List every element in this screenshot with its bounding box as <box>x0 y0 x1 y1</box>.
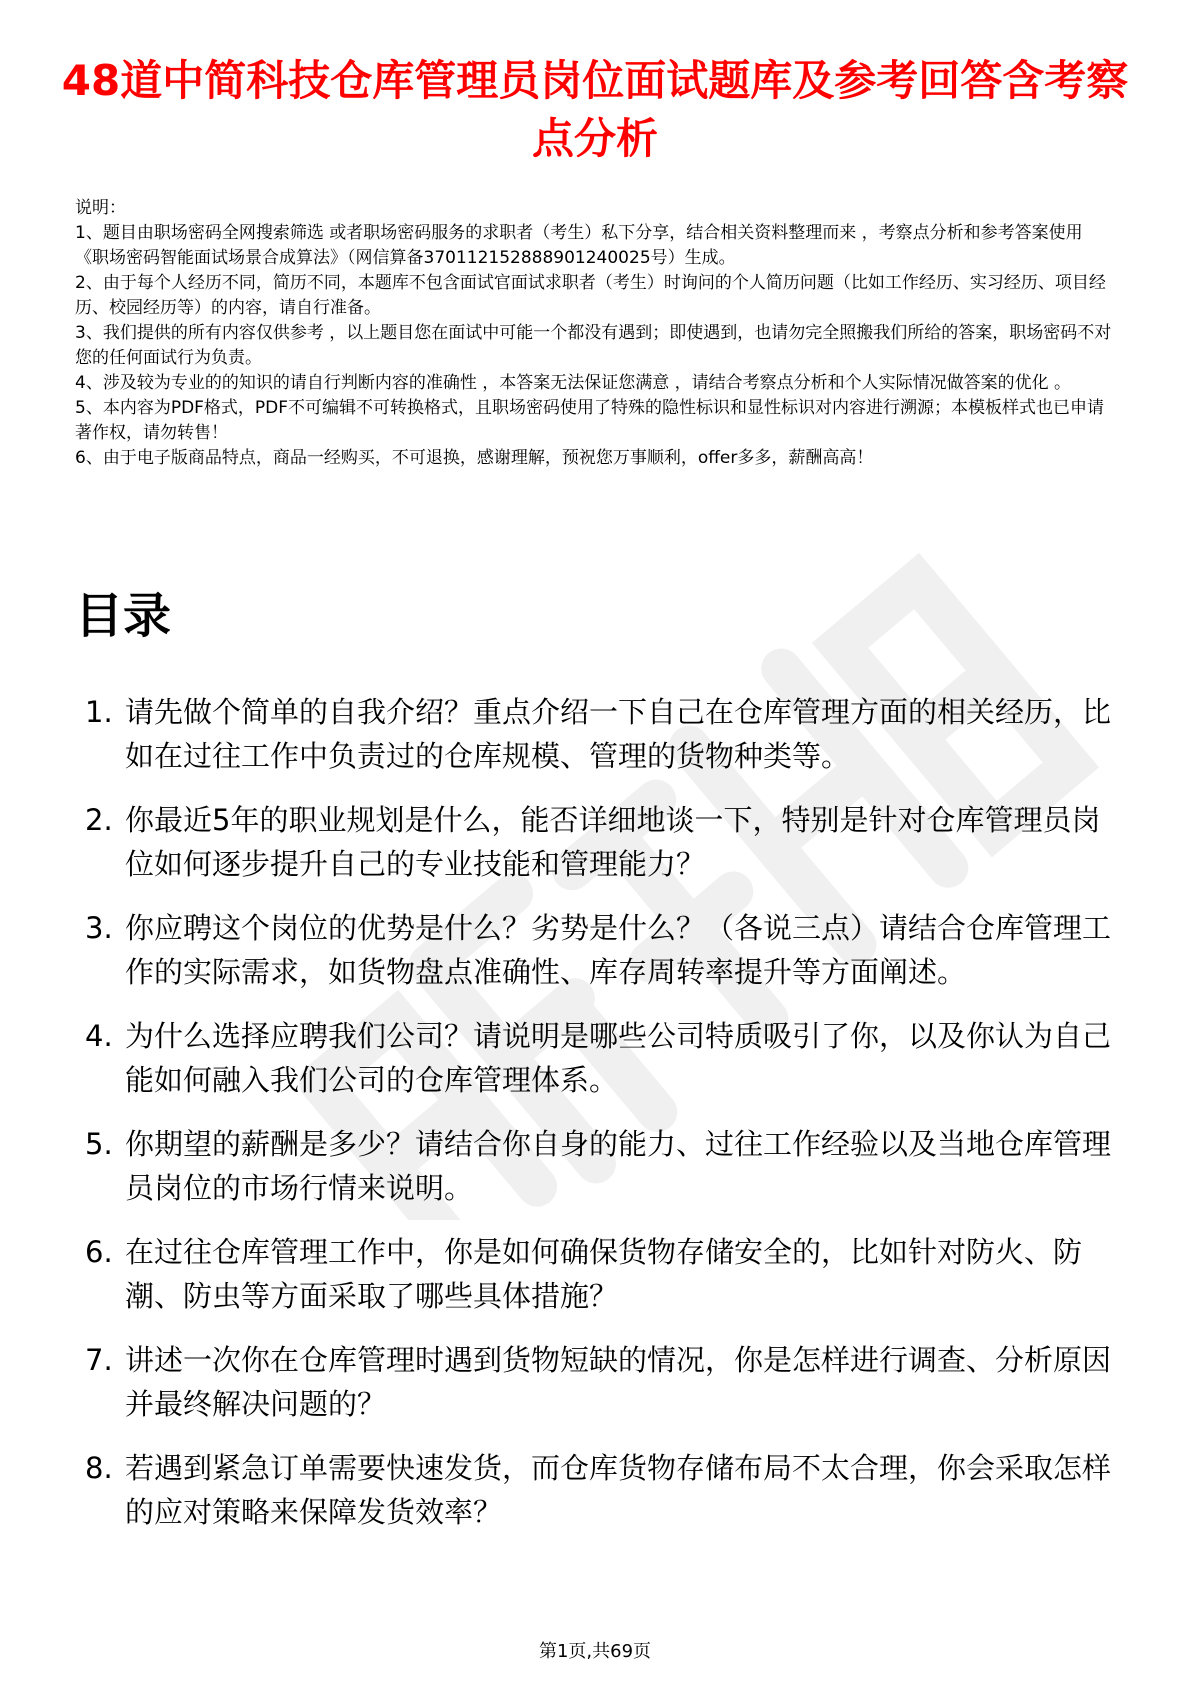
note-item: 2、由于每个人经历不同，简历不同，本题库不包含面试官面试求职者（考生）时询问的个人简历问题（比如工作经历、实习经历、项目经历、校园经历等）的内容，请自行准备。 <box>75 273 1106 318</box>
toc-item[interactable] <box>85 1230 1125 1318</box>
page-footer: 第1页,共69页 <box>538 1641 652 1662</box>
toc-item-text: 为什么选择应聘我们公司？请说明是哪些公司特质吸引了你，以及你认为自己能如何融入我们公司的仓库管理体系。 <box>125 1019 1112 1097</box>
toc-item-number: 2. <box>85 803 113 837</box>
toc-item-text: 若遇到紧急订单需要快速发货，而仓库货物存储布局不太合理，你会采取怎样的应对策略来保障发货效率？ <box>125 1451 1112 1529</box>
notes-heading: 说明： <box>75 198 126 218</box>
toc-item-text: 在过往仓库管理工作中，你是如何确保货物存储安全的，比如针对防火、防潮、防虫等方面采取了哪些具体措施？ <box>125 1235 1083 1313</box>
note-item: 4、涉及较为专业的的知识的请自行判断内容的准确性 ，本答案无法保证您满意 ，请结合考察点分析和个人实际情况做答案的优化 。 <box>75 373 1072 393</box>
toc-item-text: 请先做个简单的自我介绍？重点介绍一下自己在仓库管理方面的相关经历，比如在过往工作中负责过的仓库规模、管理的货物种类等。 <box>125 695 1112 773</box>
toc-item-number: 4. <box>85 1019 113 1053</box>
toc-item[interactable] <box>85 798 1125 886</box>
toc-item-text: 你最近5年的职业规划是什么，能否详细地谈一下，特别是针对仓库管理员岗位如何逐步提升自己的专业技能和管理能力？ <box>125 803 1101 881</box>
toc-item-number: 8. <box>85 1451 113 1485</box>
note-item: 5、本内容为PDF格式，PDF不可编辑不可转换格式，且职场密码使用了特殊的隐性标识和显性标识对内容进行溯源；本模板样式也已申请著作权，请勿转售！ <box>75 398 1105 443</box>
notes-section <box>75 196 1115 471</box>
document-title: 48道中简科技仓库管理员岗位面试题库及参考回答含考察点分析 <box>61 56 1129 163</box>
toc-item-number: 3. <box>85 911 113 945</box>
toc-item[interactable] <box>85 906 1125 994</box>
toc-item[interactable] <box>85 690 1125 778</box>
toc-item-number: 6. <box>85 1235 113 1269</box>
toc-item-text: 讲述一次你在仓库管理时遇到货物短缺的情况，你是怎样进行调查、分析原因并最终解决问题的？ <box>125 1343 1112 1421</box>
toc-item-text: 你期望的薪酬是多少？请结合你自身的能力、过往工作经验以及当地仓库管理员岗位的市场行情来说明。 <box>125 1127 1112 1205</box>
toc-heading: 目录 <box>75 588 172 644</box>
toc-item[interactable] <box>85 1122 1125 1210</box>
toc-item[interactable] <box>85 1338 1125 1426</box>
toc-item[interactable] <box>85 1446 1125 1534</box>
toc-item-text: 你应聘这个岗位的优势是什么？劣势是什么？（各说三点）请结合仓库管理工作的实际需求，如货物盘点准确性、库存周转率提升等方面阐述。 <box>125 911 1112 989</box>
note-item: 1、题目由职场密码全网搜索筛选 或者职场密码服务的求职者（考生）私下分享，结合相关资料整理而来 ，考察点分析和参考答案使用《职场密码智能面试场景合成算法》（网信算备370112152888901240025号）生成。 <box>75 223 1083 268</box>
toc-item[interactable] <box>85 1014 1125 1102</box>
note-item: 3、我们提供的所有内容仅供参考 ，以上题目您在面试中可能一个都没有遇到；即使遇到，也请勿完全照搬我们所给的答案，职场密码不对您的任何面试行为负责。 <box>75 323 1112 368</box>
toc-list <box>85 690 1125 1554</box>
toc-item-number: 7. <box>85 1343 113 1377</box>
note-item: 6、由于电子版商品特点，商品一经购买，不可退换，感谢理解，预祝您万事顺利，offer多多，薪酬高高！ <box>75 448 874 468</box>
toc-item-number: 5. <box>85 1127 113 1161</box>
toc-item-number: 1. <box>85 695 113 729</box>
